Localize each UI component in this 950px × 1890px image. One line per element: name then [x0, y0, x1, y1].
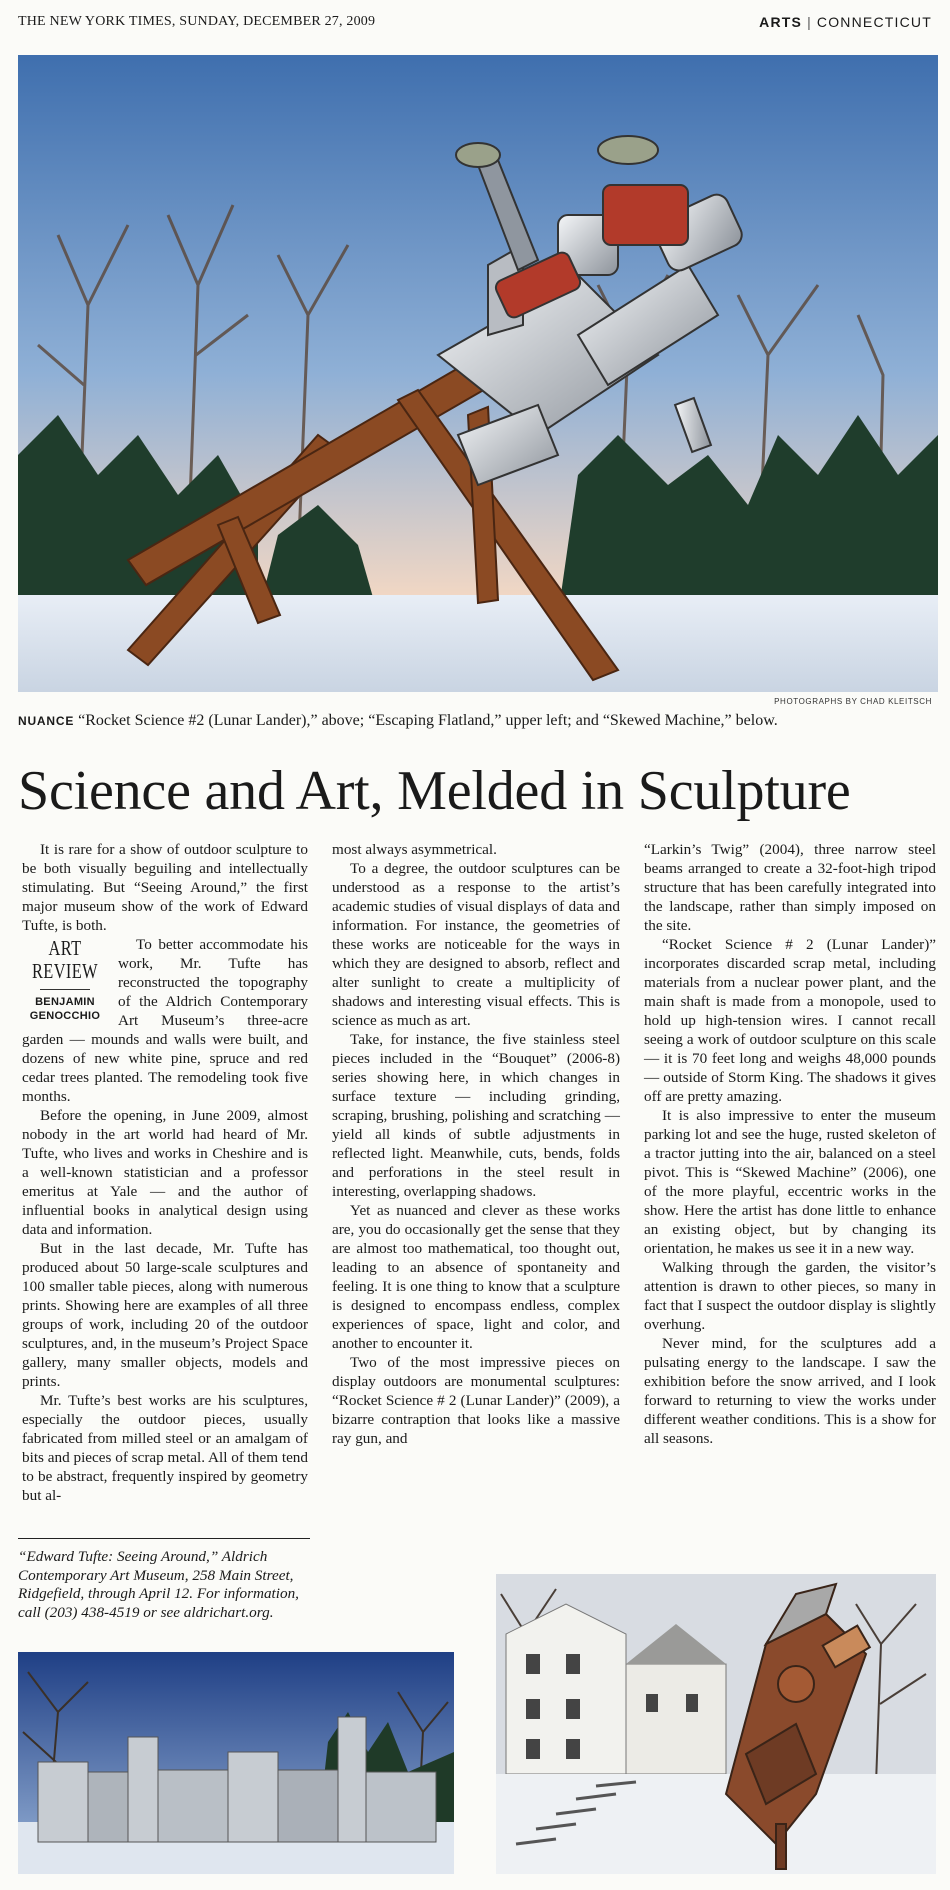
paragraph: It is rare for a show of outdoor sculpture to be both visually beguiling and intellectually stimulating. But “Seeing Around,” the first major museum show of the work of Edward Tufte, is both. [22, 841, 308, 934]
info-divider [18, 1538, 310, 1539]
review-divider [40, 989, 90, 990]
section-name: ARTS [759, 14, 803, 30]
review-label-line2: REVIEW [31, 959, 99, 983]
byline-last: GENOCCHIO [29, 1010, 101, 1022]
paragraph: To better accommodate his work, Mr. Tufte has reconstructed the topography of the Aldrich Contemporary Art Museum’s three-acre garden — mounds and walls were built, and dozens of new white pine, spruce and red cedar trees planted. The remodeling took five months. [22, 936, 308, 1105]
byline-first: BENJAMIN [35, 996, 95, 1008]
section-divider: | [807, 14, 812, 30]
escaping-flatland-photo [18, 1652, 454, 1874]
article-column-2 [332, 840, 620, 1448]
caption-text: “Rocket Science #2 (Lunar Lander),” above; “Escaping Flatland,” upper left; and “Skewed Machine,” below. [78, 712, 778, 729]
article-column-1 [22, 840, 308, 1505]
paragraph: Never mind, for the sculptures add a pulsating energy to the landscape. I saw the exhibition before the snow arrived, and I look forward to returning to view the works under different weather conditions. This is a show for all seasons. [644, 1335, 936, 1447]
paragraph: “Rocket Science # 2 (Lunar Lander)” incorporates discarded scrap metal, including materials from a nuclear power plant, and the main shaft is made from a monopole, used to hold up high-tension wires. I cannot recall seeing a work of outdoor sculpture on this scale — it is 70 feet long and weighs 48,000 pounds — outside of Storm King. The shadows it gives off are pretty amazing. [644, 936, 936, 1105]
article-column-3 [644, 840, 936, 1448]
caption-kicker: NUANCE [18, 714, 75, 728]
paragraph: Before the opening, in June 2009, almost nobody in the art world had heard of Mr. Tufte, who lives and works in Cheshire and is a well-known statistician and a professor emeritus at Yale — and the author of influential books in analytical design using data and information. [22, 1107, 308, 1238]
paragraph: Take, for instance, the five stainless steel pieces included in the “Bouquet” (2006-8) series showing here, in which changes in surface texture — including grinding, scraping, brushing, polishing and scratching — yield all kinds of subtle adjustments in reflected light. Meanwhile, cuts, bends, folds and perforations in the steel result in interesting, overlapping shadows. [332, 1031, 620, 1200]
photo-credit: PHOTOGRAPHS BY CHAD KLEITSCH [774, 697, 932, 706]
paragraph: It is also impressive to enter the museum parking lot and see the huge, rusted skeleton of a tractor jutting into the air, balanced on a steel pivot. This is “Skewed Machine” (2006), one of the more playful, eccentric works in the show. Here the artist has done little to enhance an existing object, but by changing its orientation, he makes us see it in a new way. [644, 1107, 936, 1257]
paragraph: Two of the most impressive pieces on display outdoors are monumental sculptures: “Rocket Science # 2 (Lunar Lander)” (2009), a bizarre contraption that looks like a massive ray gun, and [332, 1354, 620, 1447]
escaping-flatland-image [18, 1652, 454, 1874]
section-label [759, 14, 932, 30]
photo-caption [18, 712, 938, 730]
headline: Science and Art, Melded in Sculpture [18, 760, 851, 822]
paragraph: most always asymmetrical. [332, 841, 497, 858]
subsection-name: CONNECTICUT [816, 14, 932, 30]
skewed-machine-photo [496, 1574, 936, 1874]
review-label-line1: ART [48, 936, 82, 960]
skewed-machine-image [496, 1574, 936, 1874]
exhibition-info: “Edward Tufte: Seeing Around,” Aldrich Contemporary Art Museum, 258 Main Street, Ridgefield, through April 12. For information, call (203) 438-4519 or see aldrichart.org. [18, 1548, 299, 1621]
review-tag [22, 937, 108, 1023]
paragraph: “Larkin’s Twig” (2004), three narrow steel beams arranged to create a 32-foot-high tripod structure that has been carefully integrated into the landscape, rather than simply imposed on the site. [644, 841, 936, 934]
rocket-science-sculpture-image [18, 55, 938, 692]
paragraph: Mr. Tufte’s best works are his sculptures, especially the outdoor pieces, usually fabricated from milled steel or an amalgam of bits and pieces of scrap metal. All of them tend to be abstract, frequently inspired by geometry but al- [22, 1392, 308, 1504]
paragraph: Yet as nuanced and clever as these works are, you do occasionally get the sense that they are almost too mathematical, too thought out, leading to an absence of spontaneity and feeling. It is one thing to know that a sculpture is designed to encompass endless, complex experiences of space, light and color, and another to encounter it. [332, 1202, 620, 1352]
main-photo [18, 55, 938, 692]
paragraph: To a degree, the outdoor sculptures can be understood as a response to the artist’s academic studies of visual displays of data and information. For instance, the geometries of these works are noticeable for the ways in which they are designed to absorb, reflect and alter sunlight to create a multiplicity of shadows and interesting visual effects. This is science as much as art. [332, 860, 620, 1029]
masthead-date: THE NEW YORK TIMES, SUNDAY, DECEMBER 27, 2009 [18, 14, 376, 29]
paragraph: But in the last decade, Mr. Tufte has produced about 50 large-scale sculptures and 100 smaller table pieces, along with numerous prints. Showing here are examples of all three groups of work, including 20 of the outdoor sculptures, and, in the museum’s Project Space gallery, many smaller objects, models and prints. [22, 1240, 308, 1390]
paragraph: Walking through the garden, the visitor’s attention is drawn to other pieces, so many in fact that I suspect the outdoor display is slightly overhung. [644, 1259, 936, 1333]
